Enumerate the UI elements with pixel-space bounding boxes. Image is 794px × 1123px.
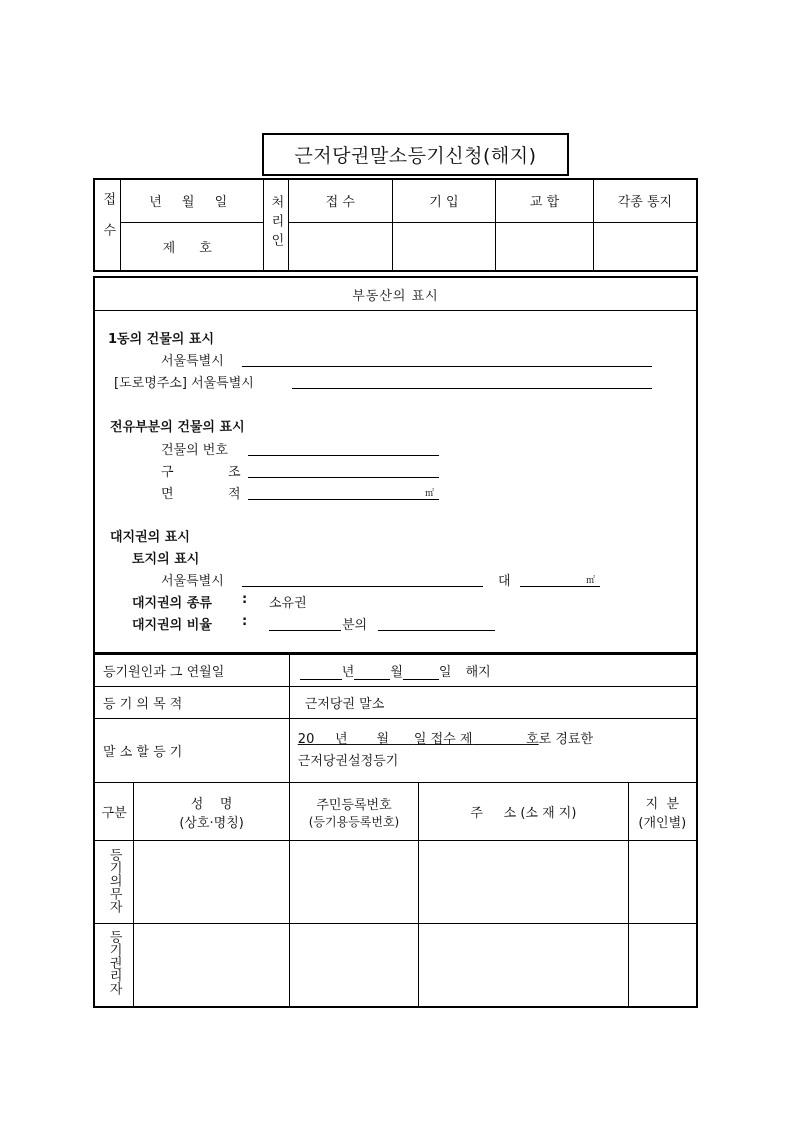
obligor-label: 등기의무자 <box>94 841 134 924</box>
cancel-prefix: 20 <box>297 731 315 747</box>
obligor-address-cell[interactable] <box>419 841 628 924</box>
cell-reception[interactable] <box>288 222 392 271</box>
col-id-sub: (등기용등록번호) <box>308 814 400 829</box>
cause-day-field[interactable] <box>403 665 439 680</box>
cell-verify[interactable] <box>496 222 594 271</box>
ratio-colon: : <box>242 614 248 629</box>
holder-name-cell[interactable] <box>134 924 289 1007</box>
col-name <box>134 783 289 841</box>
col-name-main: 성 명 <box>190 796 233 812</box>
building-heading: 1동의 건물의 표시 <box>108 332 215 347</box>
right-type-value: 소유권 <box>269 596 307 611</box>
purpose-label: 등 기 의 목 적 <box>94 687 289 719</box>
form-title: 근저당권말소등기신청(해지) <box>262 133 569 176</box>
area-unit: ㎡ <box>425 489 435 499</box>
cancel-month: 월 <box>376 731 390 747</box>
receipt-table <box>93 178 698 272</box>
col-address: 주 소 (소 재 지) <box>419 783 628 841</box>
purpose-value: 근저당권 말소 <box>289 687 697 719</box>
cause-year: 년 <box>341 665 355 680</box>
handler-label: 처리인 <box>263 179 288 271</box>
reception-label: 접수 <box>94 179 121 271</box>
right-type-colon: : <box>242 592 248 607</box>
ratio-numerator-field[interactable] <box>378 616 495 631</box>
cause-month-field[interactable] <box>354 665 390 680</box>
col-id <box>289 783 418 841</box>
holder-share-cell[interactable] <box>628 924 697 1007</box>
ratio-denominator-field[interactable] <box>269 616 341 631</box>
cancel-line-1 <box>298 729 696 751</box>
cause-label: 등기원인과 그 연월일 <box>94 655 289 687</box>
land-unit: ㎡ <box>586 576 596 586</box>
ratio-label: 대지권의 비율 <box>132 618 212 633</box>
structure-label: 구 <box>161 465 174 480</box>
receipt-number: 제 호 <box>121 222 264 271</box>
col-entry: 기 입 <box>392 179 496 222</box>
cause-year-field[interactable] <box>300 665 342 680</box>
col-name-sub: (상호·명칭) <box>179 815 244 831</box>
col-reception: 접 수 <box>288 179 392 222</box>
cancel-line-2: 근저당권설정등기 <box>297 753 399 769</box>
holder-address-cell[interactable] <box>419 924 628 1007</box>
cancel-label: 말 소 할 등 기 <box>94 719 289 783</box>
col-share-sub: (개인별) <box>638 815 687 831</box>
cancel-year: 년 <box>335 731 348 747</box>
col-share-main: 지 분 <box>645 796 680 812</box>
unit-number-label: 건물의 번호 <box>161 443 228 458</box>
right-type-label: 대지권의 종류 <box>132 596 212 611</box>
property-section <box>93 276 698 654</box>
structure-label-2: 조 <box>228 465 241 480</box>
road-address-field[interactable] <box>292 374 652 389</box>
unit-heading: 전유부분의 건물의 표시 <box>110 420 245 435</box>
land-heading: 토지의 표시 <box>132 552 200 567</box>
application-table <box>93 654 698 1008</box>
col-share <box>628 783 697 841</box>
land-type: 대 <box>498 574 511 589</box>
ratio-mid: 분의 <box>342 618 368 633</box>
unit-number-field[interactable] <box>248 441 439 456</box>
road-address-label: [도로명주소] 서울특별시 <box>114 376 254 391</box>
cancel-day: 일 접수 제 <box>413 731 473 747</box>
cell-entry[interactable] <box>392 222 496 271</box>
address-label: 서울특별시 <box>161 354 224 369</box>
land-address-field[interactable] <box>242 572 483 587</box>
land-address-label: 서울특별시 <box>161 574 224 589</box>
cancel-ho: 호 <box>526 731 539 747</box>
obligor-name-cell[interactable] <box>134 841 289 924</box>
cell-notice[interactable] <box>593 222 697 271</box>
property-header: 부동산의 표시 <box>95 278 696 311</box>
holder-label: 등기권리자 <box>94 924 134 1007</box>
area-label: 면 <box>161 487 174 502</box>
cancel-field[interactable] <box>289 719 697 783</box>
cause-month: 월 <box>390 665 403 680</box>
land-right-heading: 대지권의 표시 <box>110 530 190 545</box>
cancel-suffix: 로 경료한 <box>538 731 594 747</box>
holder-id-cell[interactable] <box>289 924 418 1007</box>
cause-field[interactable] <box>289 655 697 687</box>
cause-day: 일 <box>438 665 452 680</box>
obligor-share-cell[interactable] <box>628 841 697 924</box>
structure-field[interactable] <box>248 463 439 478</box>
area-field[interactable] <box>248 485 439 500</box>
cause-value: 해지 <box>465 665 491 680</box>
col-verify: 교 합 <box>496 179 594 222</box>
obligor-id-cell[interactable] <box>289 841 418 924</box>
address-field[interactable] <box>242 352 652 367</box>
receipt-date: 년 월 일 <box>121 179 264 222</box>
col-type: 구분 <box>94 783 134 841</box>
col-id-main: 주민등록번호 <box>316 797 392 813</box>
area-label-2: 적 <box>228 487 241 502</box>
col-notice: 각종 통지 <box>593 179 697 222</box>
